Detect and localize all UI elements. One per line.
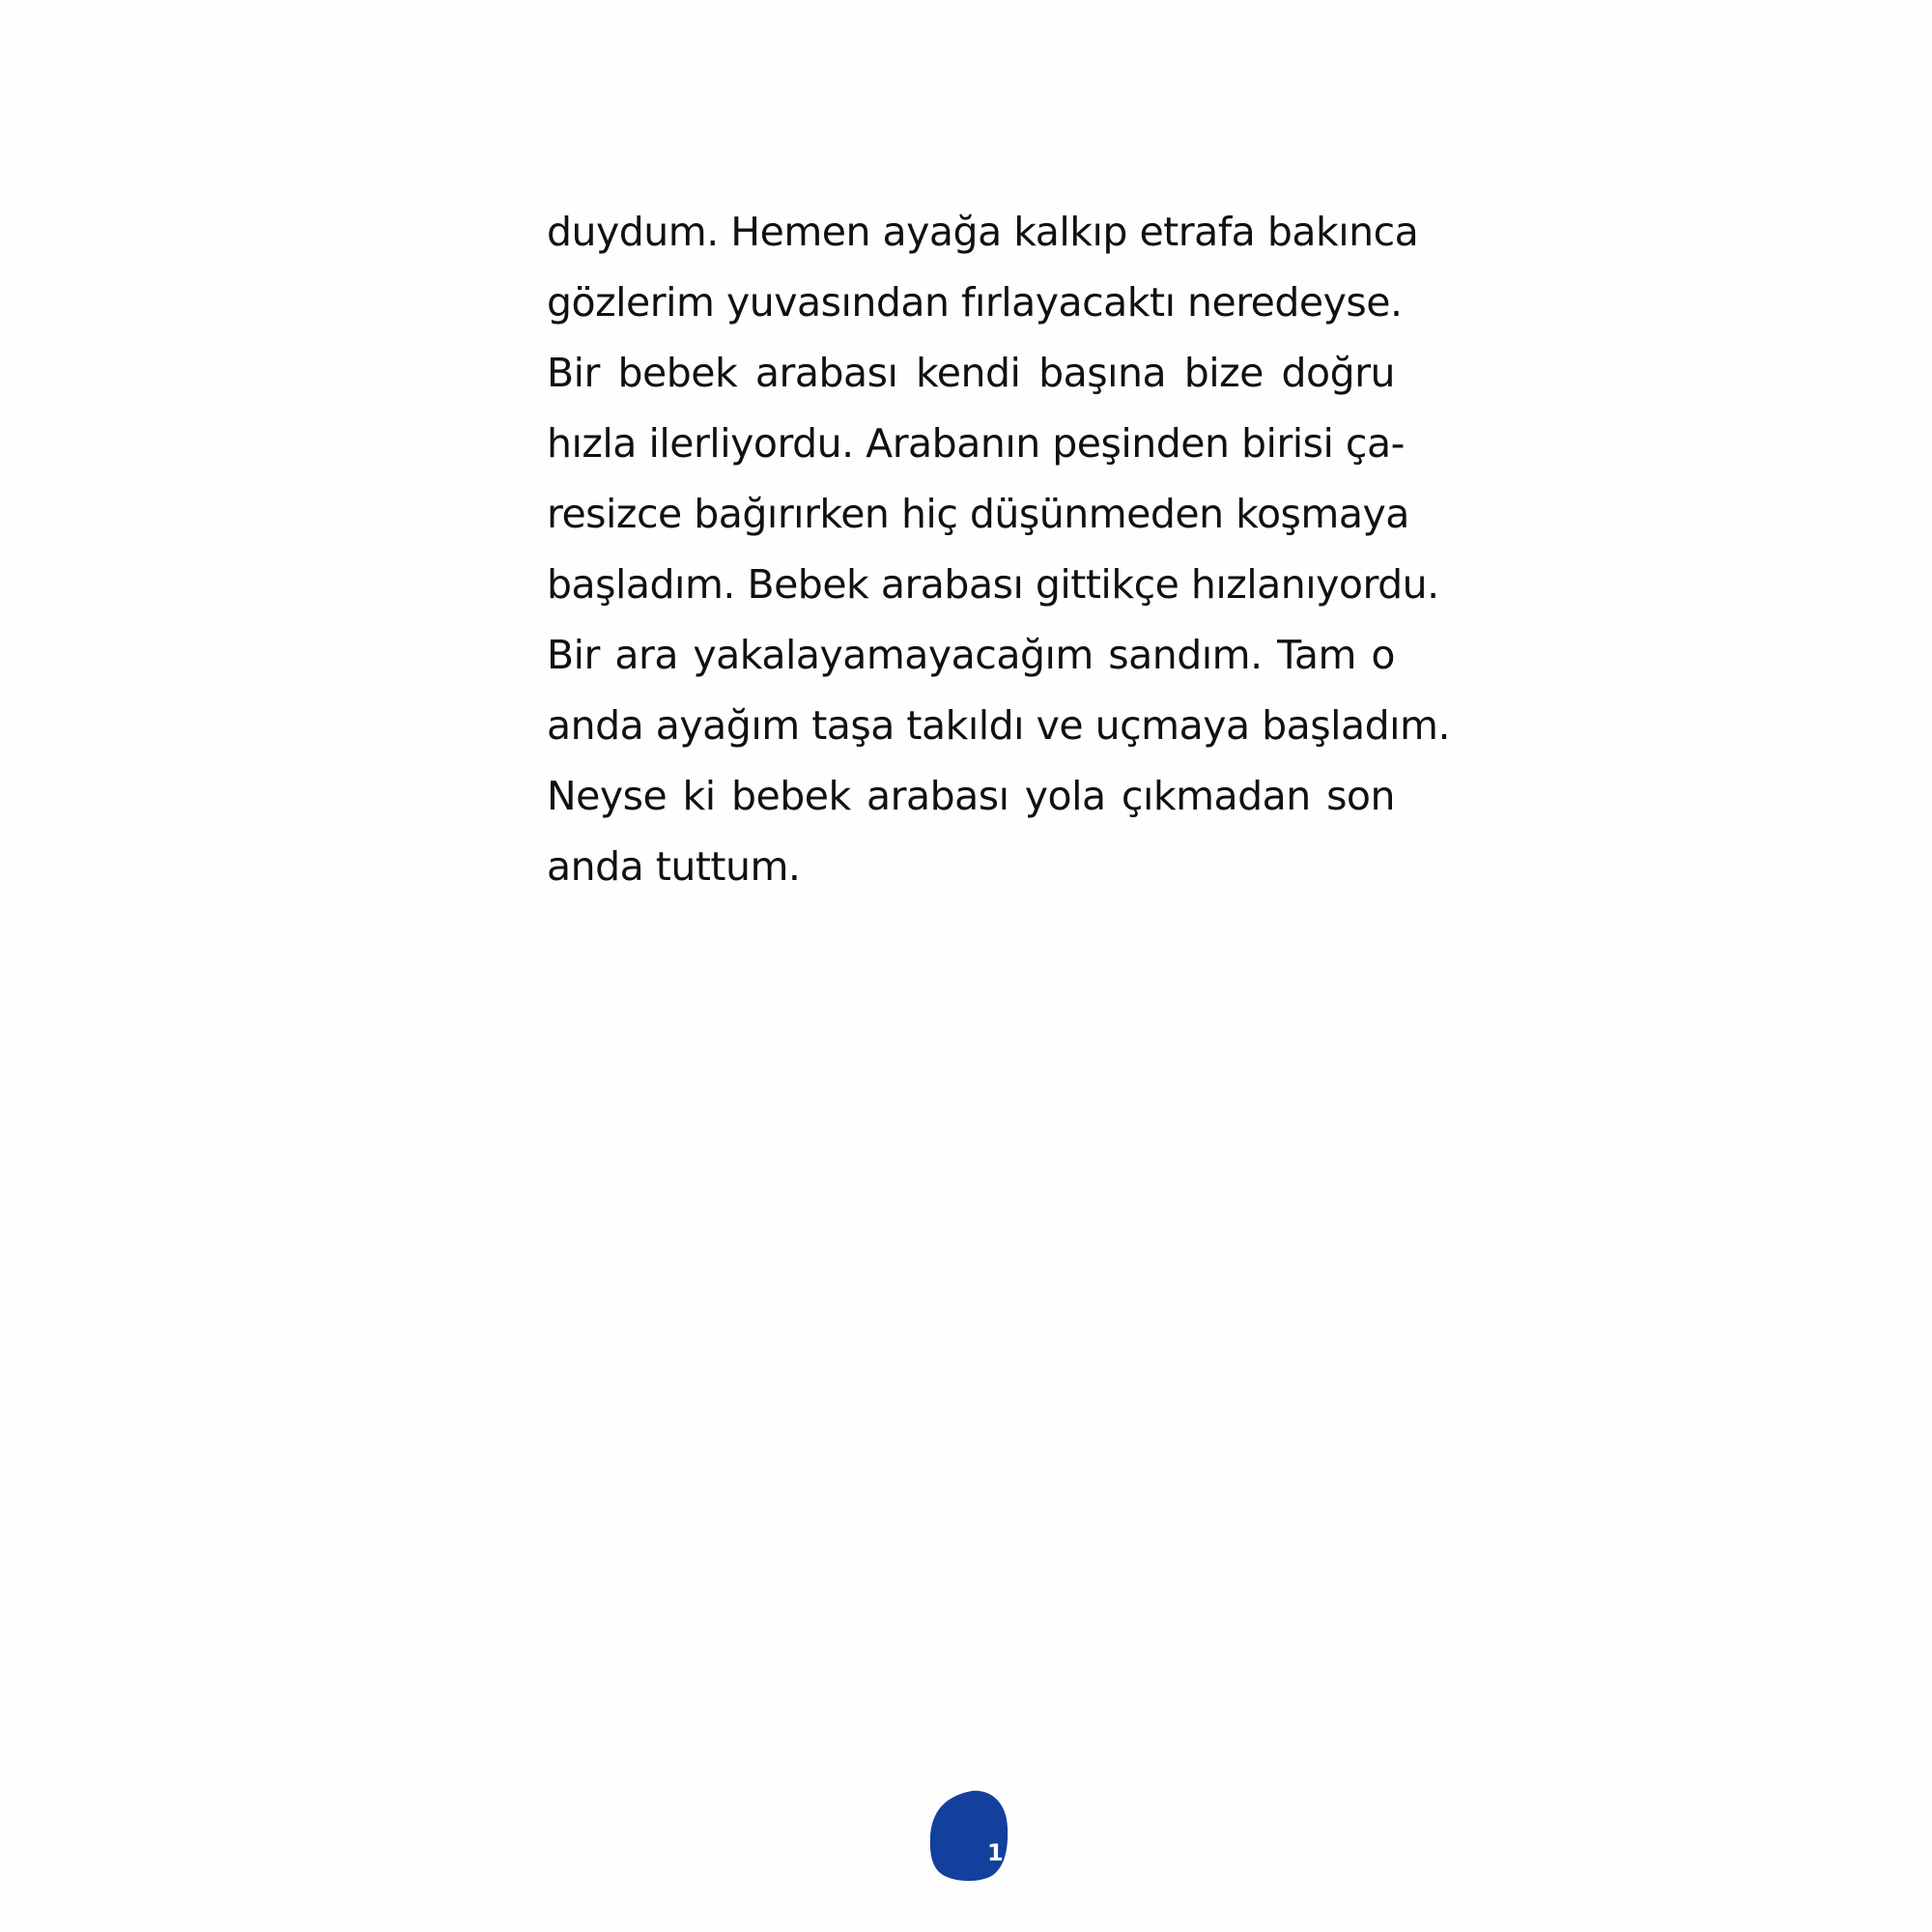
text-line: hızla ilerliyordu. Arabanın peşinden birisi ça- <box>547 420 1405 467</box>
blob-shape-icon <box>929 1789 1009 1882</box>
page-number: 1 <box>987 1839 1004 1866</box>
text-line: anda ayağım taşa takıldı ve uçmaya başladım. <box>547 702 1451 749</box>
text-line: Bir ara yakalayamayacağım sandım. Tam o <box>547 632 1395 678</box>
text-line: Neyse ki bebek arabası yola çıkmadan son <box>547 773 1395 819</box>
text-line: başladım. Bebek arabası gittikçe hızlanıyordu. <box>547 561 1439 608</box>
text-line: resizce bağırırken hiç düşünmeden koşmaya <box>547 491 1409 537</box>
text-line: gözlerim yuvasından fırlayacaktı neredeyse. <box>547 279 1403 326</box>
text-line: anda tuttum. <box>547 843 801 890</box>
text-line: Bir bebek arabası kendi başına bize doğru <box>547 350 1395 396</box>
page-number-badge <box>929 1789 1009 1882</box>
text-line: duydum. Hemen ayağa kalkıp etrafa bakınca <box>547 209 1419 255</box>
story-text <box>547 197 1451 902</box>
